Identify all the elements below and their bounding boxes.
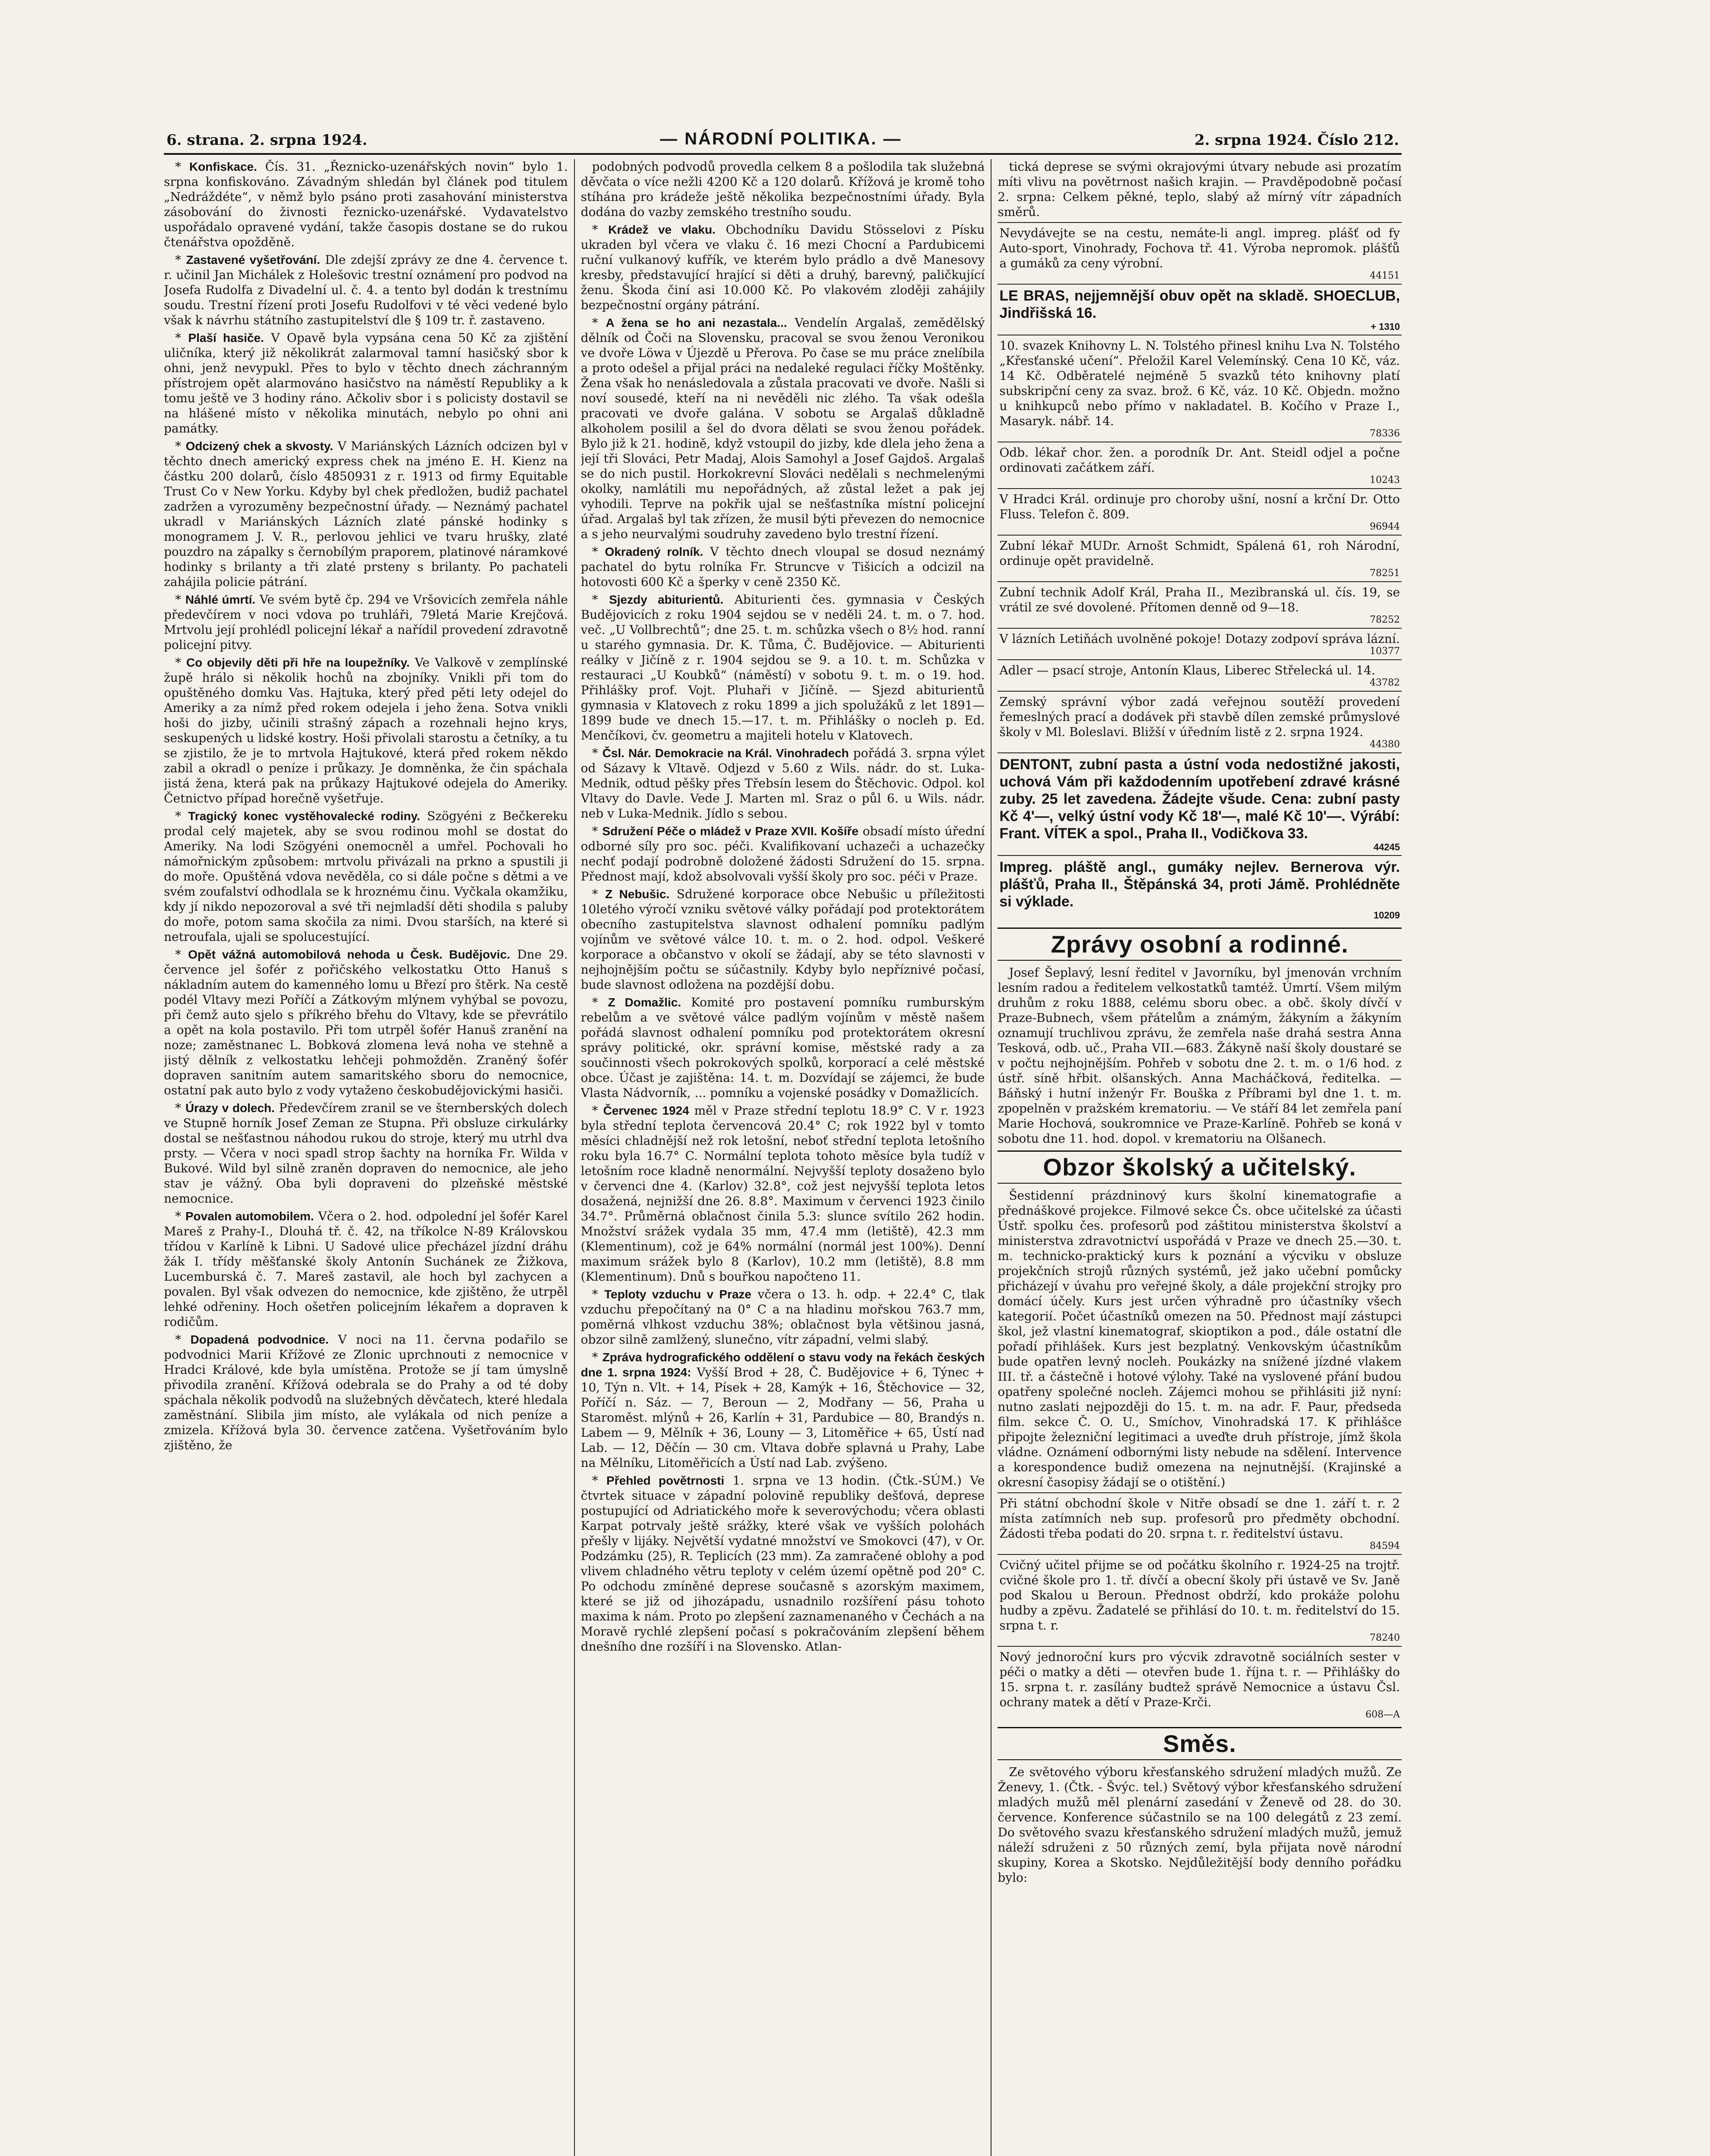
news-item-body: Obchodníku Davidu Stösselovi z Písku ukraden byl včera ve vlaku č. 16 mezi Chocní a Pardubicemi ruční vulkanový kufřík, ve kterém bylo prádlo a dvě Manesovy kresby, představující hrající si děti a druhý, barevný, paličkující ženu. Škoda činí asi 10.000 Kč. Po vlakovém zloději zahájily bezpečnostní orgány pátrání. (580, 222, 985, 312)
news-item-body: pořádá 3. srpna výlet od Sázavy k Vltavě. Odjezd v 5.60 z Wils. nádr. do st. Luka-Mednik, odtud pěšky přes Třebsín lesem do Štěchovic. Odpol. kol Vltavy do Davle. Vede J. Marten ml. Sraz o půl 6. u Wils. nádr. neb v Luka-Mednik. Jídlo s sebou. (580, 746, 985, 821)
news-item: * Sjezdy abiturientů. Abiturienti čes. gymnasia v Českých Budějovicích z roku 1904 sejdou se v neděli 24. t. m. o 7. hod. več. „U Vollbrechtů“; dne 25. t. m. schůzka všech o 8½ hod. ranní u starého gymnasia. Dr. K. Tůma, Č. Budějovice. — Abiturienti reálky v Jičíně z r. 1904 sejdou se 9. a 10. t. m. Schůzka v restauraci „U Koubků“ (náměstí) v sobotu 9. t. m. o 19. hod. Přihlášky prof. Vojt. Pluhaři v Jičíně. — Sjezd abiturientů gymnasia v Klatovech z roku 1899 a jich spolužáků z let 1891—1899 bude ve dnech 15.—17. t. m. Přihlášky o nocleh p. Ed. Menčíkovi, čv. geometru a majiteli hotelu v Klatovech. (580, 592, 985, 743)
news-item-body: Dne 29. července jel šofér z pořičského velkostatku Otto Hanuš s nákladním autem do kamenného lomu u Březí pro štěrk. Na cestě podél Vltavy mezi Poříčí a Zátkovým mlýnem vyhýbal se povozu, při čemž auto sjelo s příkrého břehu do Vltavy, kde se převrátilo a opět na kola postavilo. Při tom utrpěl šofér Hanuš zranění na noze; zaměstnanec L. Bobková zlomena levá noha ve stehně a jistý dělník z velkostatku lehčeji pohmožděn. Zraněný šofér dopraven sanitním autem samaritského sboru do nemocnice, ostatní pak auto bylo z vody vytaženo českobudějovickými hasiči. (164, 947, 568, 1097)
advert-text: V Hradci Král. ordinuje pro choroby ušní, nosní a krční Dr. Otto Fluss. Telefon č. 809. (999, 492, 1400, 521)
news-item: * Teploty vzduchu v Praze včera o 13. h. odp. + 22.4° C, tlak vzduchu přepočítaný na 0° C a na hladinu mořskou 763.7 mm, poměrná vlhkost vzduchu 38%; oblačnost byla většinou jasná, obzor silně zamlžený, slunečno, vítr západní, velmi slabý. (580, 1287, 985, 1347)
news-item: * Z Nebušic. Sdružené korporace obce Nebušic u příležitosti 10letého výročí vzniku světové války pořádají pod protektorátem obecního zastupitelstva slavnost odhalení pomníku padlým vojínům ve světové válce 10. t. m. o 2. hod. odpol. Veškeré korporace a občanstvo v okolí se žádají, aby se této slavnosti v nejhojnějším počtu se súčastnily. Kdyby bylo nepříznivé počasí, bude slavnost odložena na pozdější dobu. (580, 887, 985, 992)
news-item-body: Ve svém bytě čp. 294 ve Vršovicích zemřela náhle předevčírem v noci vdova po truhláři, 79letá Marie Krejčová. Mrtvolu její prohlédl policejní lékař a nařídil provedení zdravotně policejní pitvy. (164, 592, 568, 652)
news-item: * Opět vážná automobilová nehoda u Česk. Budějovic. Dne 29. července jel šofér z pořičského velkostatku Otto Hanuš s nákladním autem do kamenného lomu u Březí pro štěrk. Na cestě podél Vltavy mezi Poříčí a Zátkovým mlýnem vyhýbal se povozu, při čemž auto sjelo s příkrého břehu do Vltavy, kde se převrátilo a opět na kola postavilo. Při tom utrpěl šofér Hanuš zranění na noze; zaměstnanec L. Bobková zlomena levá noha ve stehně a jistý dělník z velkostatku lehčeji pohmožděn. Zraněný šofér dopraven sanitním autem samaritského sboru do nemocnice, ostatní pak auto bylo z vody vytaženo českobudějovickými hasiči. (164, 947, 568, 1097)
advert (998, 284, 1402, 335)
news-item-headline: Čsl. Nár. Demokracie na Král. Vinohradech (602, 746, 849, 760)
news-item-body: V Opavě byla vypsána cena 50 Kč za zjištění uličníka, který již několikrát zalarmoval tamní hasičský sbor k ohni, jenž nevypukl. Přes to bylo v těchto dnech záchranným přístrojem opět alarmováno hasičstvo na náměstí Republiky a k tomu ještě ve 3 hodiny ráno. Ačkoliv sbor i s policisty dostavil se na hlášené místo v několika minutách, nebylo po ohni ani památky. (164, 331, 568, 436)
news-item-headline: Z Nebušic. (605, 887, 670, 901)
advert-text: Zubní technik Adolf Král, Praha II., Mezibranská ul. čís. 19, se vrátil ze své dovolené. Přítomen denně od 9—18. (999, 585, 1400, 614)
advert-number: 78252 (1370, 614, 1400, 625)
news-item: * Čsl. Nár. Demokracie na Král. Vinohradech pořádá 3. srpna výlet od Sázavy k Vltavě. Odjezd v 5.60 z Wils. nádr. do st. Luka-Mednik, odtud pěšky přes Třebsín lesem do Štěchovic. Odpol. kol Vltavy do Davle. Vede J. Marten ml. Sraz o půl 6. u Wils. nádr. neb v Luka-Mednik. Jídlo s sebou. (580, 746, 985, 821)
news-item: * Dopadená podvodnice. V noci na 11. června podařilo se podvodnici Marii Křížové ze Zlonic uprchnouti z nemocnice v Hradci Králové, kde byla umístěna. Protože se jí tam úmyslně přivodila zranění. Křížová odebrala se do Prahy a od té doby spáchala několik podvodů na služebných děvčatech, které hledala zaměstnání. Slibila jim místo, ale vylákala od nich peníze a zmizela. Křížová byla 30. července zatčena. Vyšetřováním bylo zjištěno, že (164, 1332, 568, 1452)
advert-text: LE BRAS, nejjemnější obuv opět na skladě. SHOECLUB, Jindřišská 16. (999, 288, 1400, 321)
news-item-headline: Úrazy v dolech. (185, 1101, 275, 1115)
news-item: * A žena se ho ani nezastala... Vendelín Argalaš, zemědělský dělník od Čoči na Slovensku, pracoval se svou ženou Veronikou ve dvoře Löwa v Újezdě u Přerova. Po čase se mu práce znelíbila a proto odešel a přijal práci na nedaleké regulaci říčky Moštěnky. Žena však ho nenásledovala a zůstala pracovati ve dvoře. Našli si noví sousedé, kteří na ni nevěděli nic zlého. Ta však odešla pracovati ve dvoře galána. V sobotu se Argalaš důkladně alkoholem posilil a šel do dvora dělati se svou ženou pořádek. Bylo již k 21. hodině, když vstoupil do jizby, kde dlela jeho žena a její tři Slováci, Petr Madaj, Alois Samohyl a Josef Gajdoš. Argalaš se do nich pustil. Horkokrevní Slováci nedělali s nechmelenými okolky, namlátili mu nepořádných, až zůstal ležet a pak jej vyhodili. Teprve na pokřik ujal se nešťastníka místní policejní úřad. Argalaš byl tak zřízen, že musil býti převezen do nemocnice a s jeho neurvalými soudruhy zavedeno bylo trestní řízení. (580, 316, 985, 541)
news-item-headline: Konfiskace. (189, 160, 257, 173)
news-item: * Povalen automobilem. Včera o 2. hod. odpolední jel šofér Karel Mareš z Prahy-I., Dlouhá tř. č. 42, na tříkolce N-89 Královskou třídou v Karlíně k Libni. U Sadové ulice přecházel jízdní dráhu žák I. třídy měšťanské školy Antonín Suchánek ze Žižkova, Lucemburská č. 7. Mareš zastavil, ale hoch byl zachycen a povalen. Byl však odvezen do nemocnice, kde zjištěno, že utrpěl lehké odřeniny. Hoch ošetřen policejním lékařem a dopraven k rodičům. (164, 1209, 568, 1329)
notice-number: 84594 (1370, 1541, 1400, 1551)
school-notices (998, 1492, 1402, 1723)
advert-number: 44151 (1370, 270, 1400, 281)
news-item-headline: Přehled povětrnosti (606, 1474, 725, 1487)
advert-text: Adler — psací stroje, Antonín Klaus, Liberec Střelecká ul. 14. (999, 663, 1375, 677)
advert (998, 222, 1402, 284)
news-item: * Sdružení Péče o mládež v Praze XVII. Košíře obsadí místo úřední odborné síly pro soc. péči. Kvalifikovaní uchazeči a uchazečky nechť podají podrobně doložené žádosti Sdružení do 15. srpna. Přednost mají, kdož absolvovali vyšší školy pro soc. péči v Praze. (580, 824, 985, 884)
news-item: * Okradený rolník. V těchto dnech vloupal se dosud neznámý pachatel do bytu rolníka Fr. Struncve v Tišicích a odcizil na hotovosti 600 Kč a šperky v ceně 2350 Kč. (580, 545, 985, 589)
advert-number: 10377 (1370, 646, 1400, 657)
advert-number: 44380 (1370, 739, 1400, 750)
news-item: * Odcizený chek a skvosty. V Mariánských Lázních odcizen byl v těchto dnech americký express chek na jméno E. H. Kienz na částku 200 dolarů, číslo 4850931 z r. 1913 od firmy Equitable Trust Co v New Yorku. Kdyby byl chek předložen, budiž pachatel zadržen a vyrozuměny bezpečnostní úřady. — Neznámý pachatel ukradl v Mariánských Lázních zlaté pánské hodinky s monogramem J. V. R., perlovou jehlici ve tvaru hrušky, zlaté pouzdro na zápalky s černobílým praporem, platinové náramkové hodinky s brilanty a tři zlaté prsteny s brilanty. Po pachateli zahájila policie pátrání. (164, 439, 568, 589)
news-item-body: V noci na 11. června podařilo se podvodnici Marii Křížové ze Zlonic uprchnouti z nemocnice v Hradci Králové, kde byla umístěna. Protože se jí tam úmyslně přivodila zranění. Křížová odebrala se do Prahy a od té doby spáchala několik podvodů na služebných děvčatech, které hledala zaměstnání. Slibila jim místo, ale vylákala od nich peníze a zmizela. Křížová byla 30. července zatčena. Vyšetřováním bylo zjištěno, že (164, 1332, 568, 1452)
news-item: * Úrazy v dolech. Předevčírem zranil se ve šternberských dolech ve Stupně horník Josef Zeman ze Stupna. Při obsluze cirkulárky dostal se nešťastnou náhodou rukou do stroje, který mu utrhl dva prsty. — Včera v noci spadl strop šachty na horníka Fr. Wilda v Bukové. Wild byl silně zraněn dopraven do nemocnice, ale jeho stav je vážný. Oba byli dopraveni do plzeňské městské nemocnice. (164, 1101, 568, 1206)
advert-text: Zemský správní výbor zadá veřejnou soutěží provedení řemeslných prací a dodávek při stavbě dílen zemské průmyslové školy v Ml. Boleslavi. Bližší v úředním listě z 2. srpna 1924. (999, 695, 1400, 739)
news-item-body: obsadí místo úřední odborné síly pro soc. péči. Kvalifikovaní uchazeči a uchazečky nechť podají podrobně doložené žádosti Sdružení do 15. srpna. Přednost mají, kdož absolvovali vyšší školy pro soc. péči v Praze. (580, 824, 985, 884)
notice (998, 1646, 1402, 1723)
news-item-body: podobných podvodů provedla celkem 8 a pošlodila tak služebná děvčata o více nežli 4200 Kč a 120 dolarů. Křížová je kromě toho stíhána pro krádeže ještě několika bezpečnostními úřady. Byla dodána do vazby zemského trestního soudu. (580, 160, 985, 219)
advert (998, 659, 1402, 691)
column-3 (998, 159, 1402, 2156)
news-item-body: Dle zdejší zprávy ze dne 4. července t. r. učinil Jan Michálek z Holešovic trestní oznámení pro podvod na Josefa Rudolfa z Divadelní ul. č. 4. a tento byl dodán k trestnímu soudu. Trestní řízení proti Josefu Rudolfovi v té věci vedené bylo však k návrhu státního zastupitelství dle § 109 tr. ř. zastaveno. (164, 253, 568, 327)
column-2 (581, 159, 985, 2156)
news-item-body: Čís. 31. „Řeznicko-uzenářských novin“ bylo 1. srpna konfiskováno. Závadným shledán byl článek pod titulem „Nedráždéte“, v němž bylo psáno proti zasahování ministerstva zásobování do živnosti řeznicko-uzenářské. Vydavatelstvo uspořádalo opravené vydání, takže časopis dostane se do rukou čtenářstva opožděně. (164, 160, 568, 249)
advert-text: V lázních Letiňách uvolněné pokoje! Dotazy zodpoví správa lázní. (999, 632, 1400, 646)
newspaper-page (164, 129, 1402, 2156)
news-item-body: Ve Valkově v zemplínské župě hrálo si několik hochů na zbojníky. Vnikli při tom do opuštěného domku Vas. Hajtuka, který před pěti lety odejel do Ameriky a za nímž před rokem odejela i jeho žena. Sotva vnikli hoši do jizby, učinili strašný zápach a rozehnali hejno krys, seskupených u lidské kostry. Hoši přivolali starostu a četníky, a tu se zjistilo, že je to mrtvola Hajtukové, která před rokem někdo zabil a okradl o peníze i průkazy. Je domněnka, že čin spáchala jistá žena, která pak na průkazy Hajtukové odejela do Ameriky. Četnictvo případ horečně vyšetřuje. (164, 655, 568, 805)
news-item-body: V Mariánských Lázních odcizen byl v těchto dnech americký express chek na jméno E. H. Kienz na částku 200 dolarů, číslo 4850931 z r. 1913 od firmy Equitable Trust Co v New Yorku. Kdyby byl chek předložen, budiž pachatel zadržen a vyrozuměny bezpečnostní úřady. — Neznámý pachatel ukradl v Mariánských Lázních zlaté pánské hodinky s monogramem J. V. R., perlovou jehlici ve tvaru hrušky, zlaté pouzdro na zápalky s černobílým praporem, platinové náramkové hodinky s brilanty a tři zlaté prsteny s brilanty. Po pachateli zahájila policie pátrání. (164, 439, 568, 589)
advert (998, 488, 1402, 535)
news-item-headline: Krádež ve vlaku. (608, 223, 716, 236)
news-item: * Přehled povětrnosti 1. srpna ve 13 hodin. (Čtk.-SÚM.) Ve čtvrtek situace v západní polovině republiky dešťová, deprese postupující od Adriatického moře k severovýchodu; včera oblasti Karpat potrvaly ještě srážky, které však ve vyšších polohách přešly v lijáky. Největší vydatné množství ve Smokovci (47), v Or. Podzámku (25), R. Teplicích (23 mm). Za zamračené oblohy a pod vlivem chladného větru teploty v celém území opětně pod 20° C. Po odchodu zmíněné deprese současně s azorským maximem, které se již od jihozápadu, usnadnilo rozšíření pásu tohoto maxima k nám. Proto po zlepšení zaznamenaného v Čechách a na Moravě rychlé zlepšení počasí s pokračováním zlepšení během dnešního dne rozšíří i na Slovensko. Atlan- (580, 1473, 985, 1654)
news-item: * Zastavené vyšetřování. Dle zdejší zprávy ze dne 4. července t. r. učinil Jan Michálek z Holešovic trestní oznámení pro podvod na Josefa Rudolfa z Divadelní ul. č. 4. a tento byl dodán k trestnímu soudu. Trestní řízení proti Josefu Rudolfovi v té věci vedené bylo však k návrhu státního zastupitelství dle § 109 tr. ř. zastaveno. (164, 253, 568, 327)
masthead: — NÁRODNÍ POLITIKA. — (660, 129, 902, 148)
news-item-headline: Náhlé úmrtí. (185, 593, 256, 606)
advert-text: DENTONT, zubní pasta a ústní voda nedostižné jakosti, uchová Vám při každodenním upotřebení zdravé krásné zuby. 25 let zavedena. Žádejte všude. Cena: zubní pasty Kč 4'—, velký ústní vody Kč 18'—, malé Kč 10'—. Výrábí: Frant. VÍTEK a spol., Praha II., Vodičkova 33. (999, 756, 1400, 842)
news-item-body: Szögyéni z Bečkereku prodal celý majetek, aby se svou rodinou mohl se dostat do Ameriky. Na lodi Szögyéni onemocněl a umřel. Pochovali ho námořnickým způsobem: mrtvolu přivázali na prkno a spustili ji do moře. Opuštěná vdova nevěděla, co si dále počne s dětmi a ve svém zoufalství odhodlala se k hroznému činu. Vyčkala okamžiku, kdy jí nikdo nepozoroval a své tři nejmladší děti shodila s paluby do moře, potom sama skočila za nimi. Dvou starších, na které si netroufala, ujali se spolucestující. (164, 809, 568, 944)
personal-section-title: Zprávy osobní a rodinné. (998, 928, 1402, 961)
advert (998, 442, 1402, 488)
news-item-headline: Odcizený chek a skvosty. (185, 439, 333, 453)
advert-number: 78251 (1370, 568, 1400, 579)
news-item-body: včera o 13. h. odp. + 22.4° C, tlak vzduchu přepočítaný na 0° C a na hladinu mořskou 763.7 mm, poměrná vlhkost vzduchu 38%; oblačnost byla většinou jasná, obzor silně zamlžený, slunečno, vítr západní, velmi slabý. (580, 1287, 985, 1347)
news-item-body: 1. srpna ve 13 hodin. (Čtk.-SÚM.) Ve čtvrtek situace v západní polovině republiky dešťová, deprese postupující od Adriatického moře k severovýchodu; včera oblasti Karpat potrvaly ještě srážky, které však ve vyšších polohách přešly v lijáky. Největší vydatné množství ve Smokovci (47), v Or. Podzámku (25), R. Teplicích (23 mm). Za zamračené oblohy a pod vlivem chladného větru teploty v celém území opětně pod 20° C. Po odchodu zmíněné deprese současně s azorským maximem, které se již od jihozápadu, usnadnilo rozšíření pásu tohoto maxima k nám. Proto po zlepšení zaznamenaného v Čechách a na Moravě rychlé zlepšení počasí s pokračováním zlepšení během dnešního dne rozšíří i na Slovensko. Atlan- (580, 1473, 985, 1654)
news-item-headline: Co objevily děti při hře na loupežníky. (186, 656, 410, 669)
news-item-body: měl v Praze střední teplotu 18.9° C. V r. 1923 byla střední teplota červencová 20.4° C; rok 1922 byl v tomto měsíci chladnější než rok letošní, neboť střední teplota letošního roku byla 16.7° C. Normální teplota tohoto měsíce byla tudíž v letošním roce kladně nenormální. Nejvyšší teploty dosaženo bylo v červenci dne 4. (Karlov) 32.8°, což jest nejvyšší teplota letos dosažená, nejnižší dne 26. 8.8°. Maximum v červenci 1923 činilo 34.7°. Průměrná oblačnost činila 5.3: slunce svítilo 262 hodin. Množství srážek vydala 35 mm, 47.4 mm (letiště), 42.3 mm (Klementinum), což je 64% normální (normál jest 100%). Denní maximum srážek bylo 8 (Karlov), 10.2 mm (letiště), 8.8 mm (Klementinum). Dnů s bouřkou napočteno 11. (580, 1103, 985, 1284)
advertisements (998, 222, 1402, 923)
news-item-headline: Povalen automobilem. (185, 1210, 314, 1223)
news-item-body: Vendelín Argalaš, zemědělský dělník od Čoči na Slovensku, pracoval se svou ženou Veronikou ve dvoře Löwa v Újezdě u Přerova. Po čase se mu práce znelíbila a proto odešel a přijal práci na nedaleké regulaci říčky Moštěnky. Žena však ho nenásledovala a zůstala pracovati ve dvoře. Našli si noví sousedé, kteří na ni nevěděli nic zlého. Ta však odešla pracovati ve dvoře galána. V sobotu se Argalaš důkladně alkoholem posilil a šel do dvora dělati se svou ženou pořádek. Bylo již k 21. hodině, když vstoupil do jizby, kde dlela jeho žena a její tři Slováci, Petr Madaj, Alois Samohyl a Josef Gajdoš. Argalaš se do nich pustil. Horkokrevní Slováci nedělali s nechmelenými okolky, namlátili mu nepořádných, až zůstal ležet a pak jej vyhodili. Teprve na pokřik ujal se nešťastníka místní policejní úřad. Argalaš byl tak zřízen, že musil býti převezen do nemocnice a s jeho neurvalými soudruhy zavedeno bylo trestní řízení. (580, 316, 985, 541)
news-item-headline: Teploty vzduchu v Praze (604, 1288, 752, 1301)
advert-number: 10209 (1373, 910, 1400, 921)
advert-number: 78336 (1370, 428, 1400, 439)
school-news: Šestidenní prázdninový kurs školní kinematografie a přednáškové projekce. Filmové sekce Čs. obce učitelské za účasti Ústř. spolku čes. profesorů pod záštitou ministerstva školství a ministerstva zdravotnictví uspořádá v Praze ve dnech 25.—30. t. m. technicko-praktický kurs k poznání a výcviku v obsluze projekčních strojů různých systémů, jež jako učební pomůcky přicházejí v úvahu pro veřejné školy, a dále projekční strojky pro domácí účely. Kurs jest určen výhradně pro účastníky všech kategorií. Počet účastníků omezen na 50. Přednost mají zástupci škol, jež vlastní kinematograf, skioptikon a pod., dále ostatní dle pořadí přihlášek. Kurs jest bezplatný. Venkovským účastníkům bude opatřen levný nocleh. Poukázky na snížené jízdné vlakem III. tř. a částečně i hotové výlohy. Také na vyslovené přání budou opatřeny společné nocleh. Zájemci mohou se přihlásiti již nyní: nutno zaslati nejpozději do 15. t. m. na adr. F. Paur, předseda film. sekce Č. O. U., Smíchov, Vinohradská 17. K přihlášce připojte železniční legitimaci a uveďte druh přístroje, jímž škola vládne. Oznámení odbornými listy nebude na sdělení. Intervence a korespondence budiž omezena na nejnutnější. (Krajinské a okresní časopisy žádají se o otištění.) (998, 1188, 1402, 1489)
news-item-body: Vyšší Brod + 28, Č. Budějovice + 6, Týnec + 10, Týn n. Vlt. + 14, Písek + 28, Kamýk + 16, Štěchovice — 32, Poříčí n. Sáz. — 7, Beroun — 2, Modřany — 56, Praha u Staroměst. mlýnů + 26, Karlín + 31, Pardubice — 80, Brandýs n. Labem — 9, Mělník + 36, Louny — 3, Litoměřice + 65, Ústí nad Lab. — 12, Děčín — 30 cm. Vltava dobře splavná u Prahy, Labe na Mělníku, Litoměřicích a Ústí nad Lab. zvýšeno. (580, 1365, 985, 1470)
news-item: * Náhlé úmrtí. Ve svém bytě čp. 294 ve Vršovicích zemřela náhle předevčírem v noci vdova po truhláři, 79letá Marie Krejčová. Mrtvolu její prohlédl policejní lékař a nařídil provedení zdravotně policejní pitvy. (164, 592, 568, 652)
personal-news: Josef Šeplavý, lesní ředitel v Javorníku, byl jmenován vrchním lesním radou a ředitelem velkostatků tamtéž. Úmrtí. Všem milým druhům z roku 1888, celému sboru obec. a obč. školy dívčí v Praze-Bubnech, všem přátelům a známým, žákyním a žákyním oznamují truchlivou zprávu, že zemřela naše drahá sestra Anna Tesková, odb. uč., Praha VII.—683. Žákyně naší školy doustaré se v počtu nejhojnějším. Pohřeb v sobotu dne 2. t. m. o 1/6 hod. z ústř. síně hřbit. olšanských. Anna Macháčková, ředitelka. — Báňský i hutní inženýr Fr. Bouška z Příbrami byl dne 1. t. m. zpopelněn v pražském krematoriu. — Ve stáří 84 let zemřela paní Marie Hochová, soukromnice ve Praze-Karlíně. Pohřeb se koná v sobotu dne 11. hod. dopol. v krematoriu na Olšanech. (998, 965, 1402, 1146)
news-item: * Konfiskace. Čís. 31. „Řeznicko-uzenářských novin“ bylo 1. srpna konfiskováno. Závadným shledán byl článek pod titulem „Nedráždéte“, v němž bylo psáno proti zasahování ministerstva zásobování do živnosti řeznicko-uzenářské. Vydavatelstvo uspořádalo opravené vydání, takže časopis dostane se do rukou čtenářstva opožděně. (164, 160, 568, 249)
news-item-body: Sdružené korporace obce Nebušic u příležitosti 10letého výročí vzniku světové války pořádají pod protektorátem obecního zastupitelstva slavnost odhalení pomníku padlým vojínům ve světové válce 10. t. m. o 2. hod. odpol. Veškeré korporace a občanstvo v okolí se žádají, aby se této slavnosti v nejhojnějším počtu se súčastnily. Kdyby bylo nepříznivé počasí, bude slavnost odložena na pozdější dobu. (580, 887, 985, 992)
notice-text: Nový jednoroční kurs pro výcvik zdravotně sociálních sester v péči o matky a děti — otevřen bude 1. října t. r. — Přihlášky do 15. srpna t. r. zasílány budtež správě Nemocnice a ústavu Čsl. ochrany matek a dětí v Praze-Krči. (999, 1650, 1400, 1709)
advert-text: Odb. lékař chor. žen. a porodník Dr. Ant. Steidl odjel a počne ordinovati začátkem září. (999, 445, 1400, 475)
news-item-headline: Sjezdy abiturientů. (609, 593, 724, 606)
news-item (581, 159, 985, 219)
page-header (164, 129, 1402, 155)
notice (998, 1492, 1402, 1554)
advert-text: Zubní lékař MUDr. Arnošt Schmidt, Spálená 61, roh Národní, ordinuje opět pravidelně. (999, 539, 1400, 568)
news-item-headline: Tragický konec vystěhovalecké rodiny. (188, 809, 420, 823)
news-item: * Krádež ve vlaku. Obchodníku Davidu Stösselovi z Písku ukraden byl včera ve vlaku č. 16 mezi Chocní a Pardubicemi ruční vulkanový kufřík, ve kterém bylo prádlo a dvě Manesovy kresby, představující hrající si děti a druhý, barevný, paličkující ženu. Škoda činí asi 10.000 Kč. Po vlakovém zloději zahájily bezpečnostní orgány pátrání. (580, 222, 985, 312)
news-item-headline: Dopadená podvodnice. (190, 1333, 329, 1346)
advert (998, 752, 1402, 855)
news-item: * Tragický konec vystěhovalecké rodiny. Szögyéni z Bečkereku prodal celý majetek, aby se svou rodinou mohl se dostat do Ameriky. Na lodi Szögyéni onemocněl a umřel. Pochovali ho námořnickým způsobem: mrtvolu přivázali na prkno a spustili ji do moře. Opuštěná vdova nevěděla, co si dále počne s dětmi a ve svém zoufalství odhodlala se k hroznému činu. Vyčkala okamžiku, kdy jí nikdo nepozoroval a své tři nejmladší děti shodila s paluby do moře, potom sama skočila za nimi. Dvou starších, na které si netroufala, ujali se spolucestující. (164, 809, 568, 944)
advert-text: Nevydávejte se na cestu, nemáte-li angl. impreg. plášť od fy Auto-sport, Vinohrady, Fochova tř. 41. Výroba nepromok. plášťů a gumáků za ceny výrobní. (999, 226, 1400, 270)
news-item-headline: Zpráva hydrografického oddělení o stavu vody na řekách českých dne 1. srpna 1924: (580, 1351, 985, 1379)
notice-text: Cvičný učitel přijme se od počátku školního r. 1924-25 na trojtř. cvičné škole pro 1. tř. dívčí a obecní školy při ústavě ve Sv. Janě pod Skalou u Beroun. Přednost obdrží, kdo prokáže polohu hudby a zpěvu. Žadatelé se přihlásí do 10. t. m. ředitelství do 15. srpna t. r. (999, 1558, 1400, 1633)
news-item-headline: Zastavené vyšetřování. (186, 253, 320, 266)
news-item: * Co objevily děti při hře na loupežníky. Ve Valkově v zemplínské župě hrálo si několik hochů na zbojníky. Vnikli při tom do opuštěného domku Vas. Hajtuka, který před pěti lety odejel do Ameriky a za nímž před rokem odejela i jeho žena. Sotva vnikli hoši do jizby, učinili strašný zápach a rozehnali hejno krys, seskupených u lidské kostry. Hoši přivolali starostu a četníky, a tu se zjistilo, že je to mrtvola Hajtukové, která před rokem někdo zabil a okradl o peníze i průkazy. Je domněnka, že čin spáchala jistá žena, která pak na průkazy Hajtukové odejela do Ameriky. Četnictvo případ horečně vyšetřuje. (164, 655, 568, 805)
notice-text: Při státní obchodní škole v Nitře obsadí se dne 1. září t. r. 2 místa zatímních neb sup. profesorů pro předměty obchodní. Žádosti třeba podati do 20. srpna t. r. ředitelství ústavu. (999, 1496, 1400, 1541)
advert (998, 335, 1402, 442)
news-item: * Plaší hasiče. V Opavě byla vypsána cena 50 Kč za zjištění uličníka, který již několikrát zalarmoval tamní hasičský sbor k ohni, jenž nevypukl. Přes to bylo v těchto dnech záchranným přístrojem opět alarmováno hasičstvo na náměstí Republiky a k tomu ještě ve 3 hodiny ráno. Ačkoliv sbor i s policisty dostavil se na hlášené místo v několika minutách, nebylo po ohni ani památky. (164, 331, 568, 436)
news-item: * Červenec 1924 měl v Praze střední teplotu 18.9° C. V r. 1923 byla střední teplota červencová 20.4° C; rok 1922 byl v tomto měsíci chladnější než rok letošní, neboť střední teplota letošního roku byla 16.7° C. Normální teplota tohoto měsíce byla tudíž v letošním roce kladně nenormální. Nejvyšší teploty dosaženo bylo v červenci dne 4. (Karlov) 32.8°, což jest nejvyšší teplota letos dosažená, nejnižší dne 26. 8.8°. Maximum v červenci 1923 činilo 34.7°. Průměrná oblačnost činila 5.3: slunce svítilo 262 hodin. Množství srážek vydala 35 mm, 47.4 mm (letiště), 42.3 mm (Klementinum), což je 64% normální (normál jest 100%). Denní maximum srážek bylo 8 (Karlov), 10.2 mm (letiště), 8.8 mm (Klementinum). Dnů s bouřkou napočteno 11. (580, 1103, 985, 1284)
column-1 (164, 159, 568, 2156)
column-rule (574, 159, 575, 2156)
advert (998, 628, 1402, 659)
news-item-headline: A žena se ho ani nezastala... (606, 316, 787, 329)
news-item-body: V těchto dnech vloupal se dosud neznámý pachatel do bytu rolníka Fr. Struncve v Tišicích a odcizil na hotovosti 600 Kč a šperky v ceně 2350 Kč. (580, 545, 985, 589)
advert (998, 535, 1402, 581)
misc-section-title: Směs. (998, 1727, 1402, 1760)
notice-number: 78240 (1370, 1633, 1400, 1643)
columns (164, 159, 1402, 2156)
news-item-headline: Plaší hasiče. (188, 331, 264, 345)
advert-number: 44245 (1373, 842, 1400, 852)
news-item-headline: Sdružení Péče o mládež v Praze XVII. Košíře (602, 824, 859, 838)
notice (998, 1554, 1402, 1646)
news-item-headline: Červenec 1924 (603, 1104, 689, 1117)
advert-number: 43782 (1370, 677, 1400, 688)
advert-number: 96944 (1370, 521, 1400, 532)
advert (998, 581, 1402, 628)
advert-number: 10243 (1370, 475, 1400, 486)
news-item: * Zpráva hydrografického oddělení o stavu vody na řekách českých dne 1. srpna 1924: Vyšší Brod + 28, Č. Budějovice + 6, Týnec + 10, Týn n. Vlt. + 14, Písek + 28, Kamýk + 16, Štěchovice — 32, Poříčí n. Sáz. — 7, Beroun — 2, Modřany — 56, Praha u Staroměst. mlýnů + 26, Karlín + 31, Pardubice — 80, Brandýs n. Labem — 9, Mělník + 36, Louny — 3, Litoměřice + 65, Ústí nad Lab. — 12, Děčín — 30 cm. Vltava dobře splavná u Prahy, Labe na Mělníku, Litoměřicích a Ústí nad Lab. zvýšeno. (580, 1350, 985, 1470)
news-item-body: Včera o 2. hod. odpolední jel šofér Karel Mareš z Prahy-I., Dlouhá tř. č. 42, na tříkolce N-89 Královskou třídou v Karlíně k Libni. U Sadové ulice přecházel jízdní dráhu žák I. třídy měšťanské školy Antonín Suchánek ze Žižkova, Lucemburská č. 7. Mareš zastavil, ale hoch byl zachycen a povalen. Byl však odvezen do nemocnice, kde zjištěno, že utrpěl lehké odřeniny. Hoch ošetřen policejním lékařem a dopraven k rodičům. (164, 1209, 568, 1329)
news-item-headline: Z Domažlic. (608, 996, 681, 1009)
misc-news: Ze světového výboru křesťanského sdružení mladých mužů. Ze Ženevy, 1. (Čtk. - Švýc. tel.) Světový výbor křesťanského sdružení mladých mužů měl plenární zasedání v Ženevě od 28. do 30. července. Konference súčastnilo se na 100 delegátů z 23 zemí. Do světového svazu křesťanského sdružení mladých mužů, jemuž náleží sdruženi z 50 různých zemí, byla přijata nově národní skupiny, Korea a Skotsko. Nejdůležitější body denního pořádku bylo: (998, 1765, 1402, 1885)
school-section-title: Obzor školský a učitelský. (998, 1150, 1402, 1184)
news-item: * Z Domažlic. Komité pro postavení pomníku rumburským rebelům a ve světové válce padlým vojínům v městě našem pořádá slavnost odhalení pomníku pod protektorátem okresní správy politické, okr. správní komise, městské rady a za součinnosti všech pokrokových spolků, korporací a celé městské obce. Účast je zajištěna: 14. t. m. Dozvídají se zájemci, že bude Vlasta Nádvorník, ... pomníku a vojenské posádky v Domažlicích. (580, 995, 985, 1100)
news-item-headline: Opět vážná automobilová nehoda u Česk. Budějovic. (188, 948, 510, 961)
header-right: 2. srpna 1924. Číslo 212. (1194, 132, 1399, 149)
advert-text: 10. svazek Knihovny L. N. Tolstého přinesl knihu Lva N. Tolstého „Křesťanské učení“. Přeložil Karel Velemínský. Cena 10 Kč, váz. 14 Kč. Odběratelé nejméně 5 svazků této knihovny platí subskripční ceny za svaz. brož. 6 Kč, váz. 10 Kč. Objedn. možno u knihkupců nebo přímo v nakladatel. B. Kočího v Praze I., Masaryk. nábř. 14. (999, 338, 1400, 428)
notice-number: 608—A (1365, 1709, 1400, 1720)
advert-number: + 1310 (1371, 321, 1400, 332)
news-item-body: Komité pro postavení pomníku rumburským rebelům a ve světové válce padlým vojínům v městě našem pořádá slavnost odhalení pomníku pod protektorátem okresní správy politické, okr. správní komise, městské rady a za součinnosti všech pokrokových spolků, korporací a celé městské obce. Účast je zajištěna: 14. t. m. Dozvídají se zájemci, že bude Vlasta Nádvorník, ... pomníku a vojenské posádky v Domažlicích. (580, 995, 985, 1100)
news-item-headline: Okradený rolník. (605, 545, 703, 558)
weather-continuation: tická deprese se svými okrajovými útvary nebude asi prozatím míti vlivu na povětrnost našich krajin. — Pravděpodobně počasí 2. srpna: Celkem pěkné, teplo, slabý až mírný vítr západních směrů. (998, 160, 1402, 219)
advert (998, 691, 1402, 752)
news-item-body: Abiturienti čes. gymnasia v Českých Budějovicích z roku 1904 sejdou se v neděli 24. t. m. o 7. hod. več. „U Vollbrechtů“; dne 25. t. m. schůzka všech o 8½ hod. ranní u starého gymnasia. Dr. K. Tůma, Č. Budějovice. — Abiturienti reálky v Jičíně z r. 1904 sejdou se 9. a 10. t. m. Schůzka v restauraci „U Koubků“ (náměstí) v sobotu 9. t. m. o 19. hod. Přihlášky prof. Vojt. Pluhaři v Jičíně. — Sjezd abiturientů gymnasia v Klatovech z roku 1899 a jich spolužáků z let 1891—1899 bude ve dnech 15.—17. t. m. Přihlášky o nocleh p. Ed. Menčíkovi, čv. geometru a majiteli hotelu v Klatovech. (580, 592, 985, 743)
news-item-body: Předevčírem zranil se ve šternberských dolech ve Stupně horník Josef Zeman ze Stupna. Při obsluze cirkulárky dostal se nešťastnou náhodou rukou do stroje, který mu utrhl dva prsty. — Včera v noci spadl strop šachty na horníka Fr. Wilda v Bukové. Wild byl silně zraněn dopraven do nemocnice, ale jeho stav je vážný. Oba byli dopraveni do plzeňské městské nemocnice. (164, 1101, 568, 1206)
advert (998, 855, 1402, 923)
advert-text: Impreg. pláště angl., gumáky nejlev. Bernerova výr. plášťů, Praha II., Štěpánská 34, proti Jámě. Prohlédněte si výklade. (999, 859, 1400, 910)
header-left: 6. strana. 2. srpna 1924. (166, 132, 367, 149)
